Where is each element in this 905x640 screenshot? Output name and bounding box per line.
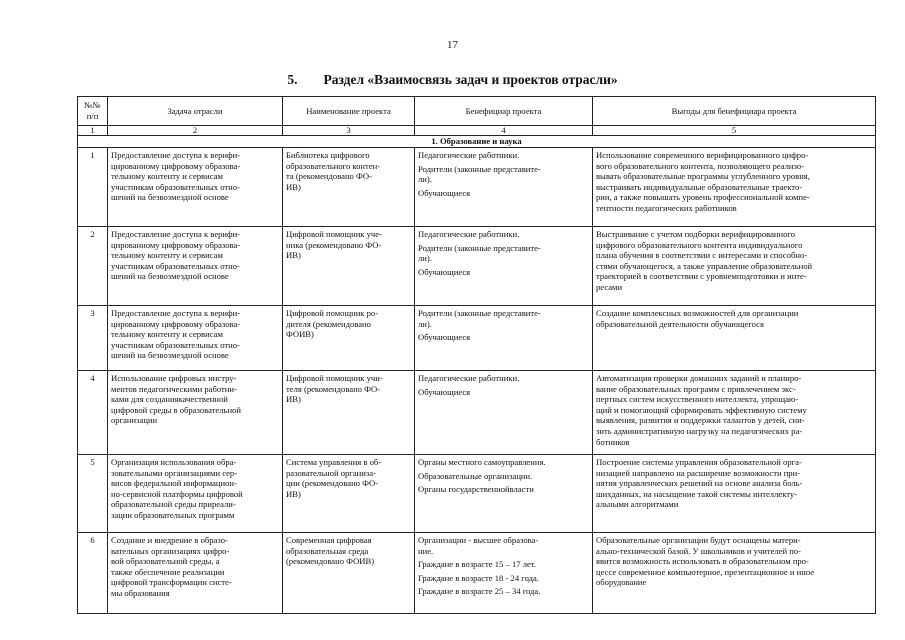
project-cell-line: теля (рекомендовано ФО-: [286, 383, 381, 394]
benefits-cell-line: нятия управленческих решений на основе анализа боль-: [596, 478, 803, 489]
beneficiary-entry: [418, 586, 589, 597]
project-cell-line: разовательной организа-: [286, 467, 376, 478]
task-cell-line: цированному цифровому образова-: [111, 239, 241, 250]
benefits-cell-line: тентности педагогических работников: [596, 202, 737, 213]
column-number: 2: [108, 126, 283, 136]
task-cell-line: Создание и внедрение в образо-: [111, 535, 228, 545]
project-cell-line: та (рекомендовано ФО-: [286, 171, 372, 182]
benefits-cell-line: плана обучения в соответствии с интересами и способно-: [596, 250, 808, 261]
column-number-row: [78, 126, 876, 136]
task-cell-line: шений на безвозмездной основе: [111, 350, 229, 361]
project-cell-line: ИВ): [286, 394, 301, 405]
task-cell-line: участникам образовательных отно-: [111, 181, 240, 192]
column-number: 5: [593, 126, 876, 136]
row-index: 1: [78, 148, 108, 227]
task-cell-line: вательных организациях цифро-: [111, 545, 230, 556]
beneficiary-line: Педагогические работники.: [418, 373, 520, 383]
task-cell-line: ками для созданиякачественной: [111, 394, 228, 405]
benefits-cell-line: образовательной деятельности обучающегося: [596, 318, 764, 329]
benefits-cell-line: цифрового образовательного контента индивидуального: [596, 239, 803, 250]
beneficiary-line: Обучающиеся: [418, 332, 471, 343]
benefits-cell-line: выявления, развития и поддержки талантов у детей, сни-: [596, 415, 805, 426]
header-row: [78, 97, 876, 126]
beneficiary-line: Родители (законные представите-: [418, 308, 541, 318]
benefits-cell-line: ально-технической базой. У школьников и учителей по-: [596, 545, 802, 556]
beneficiary-cell: [415, 227, 593, 306]
beneficiary-cell: [415, 148, 593, 227]
task-cell-line: Использование цифровых инстру-: [111, 373, 237, 383]
beneficiary-entry: [418, 559, 589, 570]
project-cell-line: ФОИВ): [286, 329, 314, 340]
benefits-cell-line: Образовательные организации будут оснащены матери-: [596, 535, 801, 545]
table-row: [78, 227, 876, 306]
table-row: [78, 148, 876, 227]
benefits-cell: [593, 148, 876, 227]
benefits-cell-line: вого образовательного контента, позволяющего реализо-: [596, 160, 805, 171]
task-cell-line: Предоставление доступа к верифи-: [111, 229, 241, 239]
row-index: 5: [78, 455, 108, 533]
beneficiary-line: Родители (законные представите-: [418, 163, 541, 174]
task-cell-line: участникам образовательных отно-: [111, 339, 240, 350]
beneficiary-line: Обучающиеся: [418, 187, 471, 198]
beneficiary-line: ние.: [418, 545, 434, 556]
beneficiary-line: Организации - высшее образова-: [418, 535, 539, 545]
beneficiary-line: ли).: [418, 253, 432, 264]
task-cell-line: зации образовательных программ: [111, 509, 235, 520]
project-cell-line: ИВ): [286, 250, 301, 261]
section-number: 5.: [287, 72, 298, 87]
beneficiary-entry: [418, 243, 589, 264]
task-cell-line: цифровой трансформации систе-: [111, 577, 232, 588]
task-cell-line: тельному контенту и сервисам: [111, 329, 223, 340]
project-cell-line: образовательного контен-: [286, 160, 381, 171]
project-cell-line: Цифровой помощник уче-: [286, 229, 382, 239]
beneficiary-line: Обучающиеся: [418, 386, 471, 397]
benefits-cell: [593, 227, 876, 306]
benefits-cell-line: альными алгоритмами: [596, 499, 679, 510]
benefits-cell-line: Построение системы управления образовательной орга-: [596, 457, 802, 467]
task-cell-line: тельному контенту и сервисам: [111, 171, 223, 182]
beneficiary-line: Родители (законные представите-: [418, 242, 541, 253]
benefits-cell-line: пертных систем искусственного интеллекта, упрощаю-: [596, 394, 799, 405]
beneficiary-line: Педагогические работники.: [418, 150, 520, 160]
task-cell-line: Организация использования обра-: [111, 457, 237, 467]
project-cell-line: Современная цифровая: [286, 535, 372, 545]
task-cell-line: цированному цифровому образова-: [111, 160, 241, 171]
projects-table: [77, 96, 876, 614]
beneficiary-line: Педагогические работники.: [418, 229, 520, 239]
beneficiary-entry: [418, 373, 589, 384]
beneficiary-line: Органы местного самоуправления.: [418, 457, 546, 467]
task-cell-line: ментов педагогическими работни-: [111, 383, 237, 394]
task-cell: [108, 227, 283, 306]
project-cell-line: образовательная среда: [286, 545, 369, 556]
task-cell-line: мы образования: [111, 587, 170, 598]
beneficiary-entry: [418, 484, 589, 495]
column-number: 4: [415, 126, 593, 136]
project-cell: [283, 148, 415, 227]
beneficiary-line: Граждане в возрасте 25 – 34 года.: [418, 586, 541, 597]
table-row: [78, 371, 876, 455]
beneficiary-entry: [418, 308, 589, 329]
row-index: 2: [78, 227, 108, 306]
beneficiary-cell: [415, 455, 593, 533]
header-project: Наименование проекта: [283, 97, 415, 126]
benefits-cell-line: траекторией в соответствии с уровнемподготовки и инте-: [596, 271, 807, 282]
project-cell-line: Цифровой помощник ро-: [286, 308, 379, 318]
benefits-cell-line: Выстраивание с учетом подборки верифицированного: [596, 229, 796, 239]
task-cell-line: но-сервисной платформы цифровой: [111, 488, 243, 499]
beneficiary-line: Граждане в возрасте 15 – 17 лет.: [418, 559, 537, 570]
beneficiary-entry: [418, 471, 589, 482]
task-cell-line: висов федеральной информацион-: [111, 478, 237, 489]
row-index: 3: [78, 306, 108, 371]
header-task: Задача отрасли: [108, 97, 283, 126]
project-cell-line: (рекомендовано ФОИВ): [286, 556, 375, 567]
benefits-cell-line: ботников: [596, 436, 630, 447]
header-benefits: Выгоды для бенефициара проекта: [593, 97, 876, 126]
table-row: [78, 533, 876, 614]
project-cell: [283, 306, 415, 371]
row-index: 6: [78, 533, 108, 614]
benefits-cell-line: оборудование: [596, 577, 647, 588]
header-index: №№ п/п: [78, 97, 108, 126]
section-title: Раздел «Взаимосвязь задач и проектов отрасли»: [323, 72, 618, 87]
category-title: 1. Образование и наука: [78, 136, 876, 148]
section-heading: [0, 72, 905, 88]
task-cell-line: вой образовательной среды, а: [111, 556, 220, 567]
task-cell-line: Предоставление доступа к верифи-: [111, 308, 241, 318]
beneficiary-line: ли).: [418, 174, 432, 185]
beneficiary-cell: [415, 533, 593, 614]
task-cell-line: также обеспечение реализации: [111, 566, 225, 577]
benefits-cell-line: Использование современного верифицированного цифро-: [596, 150, 809, 160]
column-number: 1: [78, 126, 108, 136]
benefits-cell-line: рии, а также повышать уровень профессиональной компе-: [596, 192, 810, 203]
beneficiary-cell: [415, 371, 593, 455]
benefits-cell-line: вывать образовательные программы углубленного уровня,: [596, 171, 810, 182]
benefits-cell-line: вание образовательных программ с привлечением экс-: [596, 383, 796, 394]
task-cell-line: организации: [111, 415, 158, 426]
task-cell: [108, 148, 283, 227]
beneficiary-entry: [418, 188, 589, 199]
project-cell: [283, 371, 415, 455]
project-cell-line: Библиотека цифрового: [286, 150, 370, 160]
task-cell-line: Предоставление доступа к верифи-: [111, 150, 241, 160]
project-cell-line: ИВ): [286, 181, 301, 192]
benefits-cell-line: зить административную нагрузку на педагогических ра-: [596, 425, 803, 436]
task-cell: [108, 455, 283, 533]
beneficiary-line: Органы государственнойвласти: [418, 484, 534, 495]
table-row: [78, 306, 876, 371]
benefits-cell-line: Автоматизация проверки домашних заданий и планиро-: [596, 373, 802, 383]
task-cell-line: тельному контенту и сервисам: [111, 250, 223, 261]
beneficiary-entry: [418, 387, 589, 398]
benefits-cell-line: цессе современное компьютерное, презентационное и иное: [596, 566, 815, 577]
project-cell-line: ции (рекомендовано ФО-: [286, 478, 379, 489]
project-cell: [283, 455, 415, 533]
task-cell: [108, 533, 283, 614]
beneficiary-line: Граждане в возрасте 18 - 24 года.: [418, 572, 539, 583]
beneficiary-line: ли).: [418, 318, 432, 329]
beneficiary-entry: [418, 535, 589, 556]
project-cell-line: ИВ): [286, 488, 301, 499]
header-beneficiary: Бенефициар проекта: [415, 97, 593, 126]
beneficiary-entry: [418, 267, 589, 278]
project-cell-line: дителя (рекомендовано: [286, 318, 371, 329]
task-cell: [108, 371, 283, 455]
task-cell-line: образовательной среды прирeали-: [111, 499, 236, 510]
task-cell-line: цированному цифровому образова-: [111, 318, 241, 329]
benefits-cell-line: щий и помогающий сформировать эффективную систему: [596, 404, 807, 415]
benefits-cell-line: явится возможность использовать в образовательном про-: [596, 556, 809, 567]
beneficiary-entry: [418, 229, 589, 240]
page-number: 17: [447, 39, 458, 51]
table-row: [78, 455, 876, 533]
beneficiary-line: Образовательные организации.: [418, 470, 533, 481]
project-cell: [283, 533, 415, 614]
project-cell-line: ника (рекомендовано ФО-: [286, 239, 382, 250]
benefits-cell-line: низацией направлено на расширение возможности при-: [596, 467, 801, 478]
beneficiary-entry: [418, 150, 589, 161]
task-cell-line: шений на безвозмездной основе: [111, 192, 229, 203]
column-number: 3: [283, 126, 415, 136]
task-cell-line: зовательными организациями сер-: [111, 467, 238, 478]
task-cell-line: шений на безвозмездной основе: [111, 271, 229, 282]
task-cell-line: цифровой среды в образовательной: [111, 404, 241, 415]
benefits-cell-line: Создание комплексных возможностей для организации: [596, 308, 799, 318]
category-row: [78, 136, 876, 148]
beneficiary-entry: [418, 164, 589, 185]
beneficiary-entry: [418, 573, 589, 584]
benefits-cell: [593, 455, 876, 533]
project-cell-line: Система управления в об-: [286, 457, 382, 467]
task-cell: [108, 306, 283, 371]
beneficiary-cell: [415, 306, 593, 371]
project-cell: [283, 227, 415, 306]
benefits-cell: [593, 306, 876, 371]
beneficiary-line: Обучающиеся: [418, 266, 471, 277]
benefits-cell-line: стями обучающегося, а также управление образовательной: [596, 260, 813, 271]
beneficiary-entry: [418, 457, 589, 468]
beneficiary-entry: [418, 332, 589, 343]
project-cell-line: Цифровой помощник учи-: [286, 373, 383, 383]
benefits-cell-line: выстраивать индивидуальные образовательные траекто-: [596, 181, 803, 192]
row-index: 4: [78, 371, 108, 455]
benefits-cell-line: ресами: [596, 281, 623, 292]
task-cell-line: участникам образовательных отно-: [111, 260, 240, 271]
benefits-cell: [593, 533, 876, 614]
benefits-cell-line: шихданных, на насыщение такой системы интеллекту-: [596, 488, 798, 499]
benefits-cell: [593, 371, 876, 455]
